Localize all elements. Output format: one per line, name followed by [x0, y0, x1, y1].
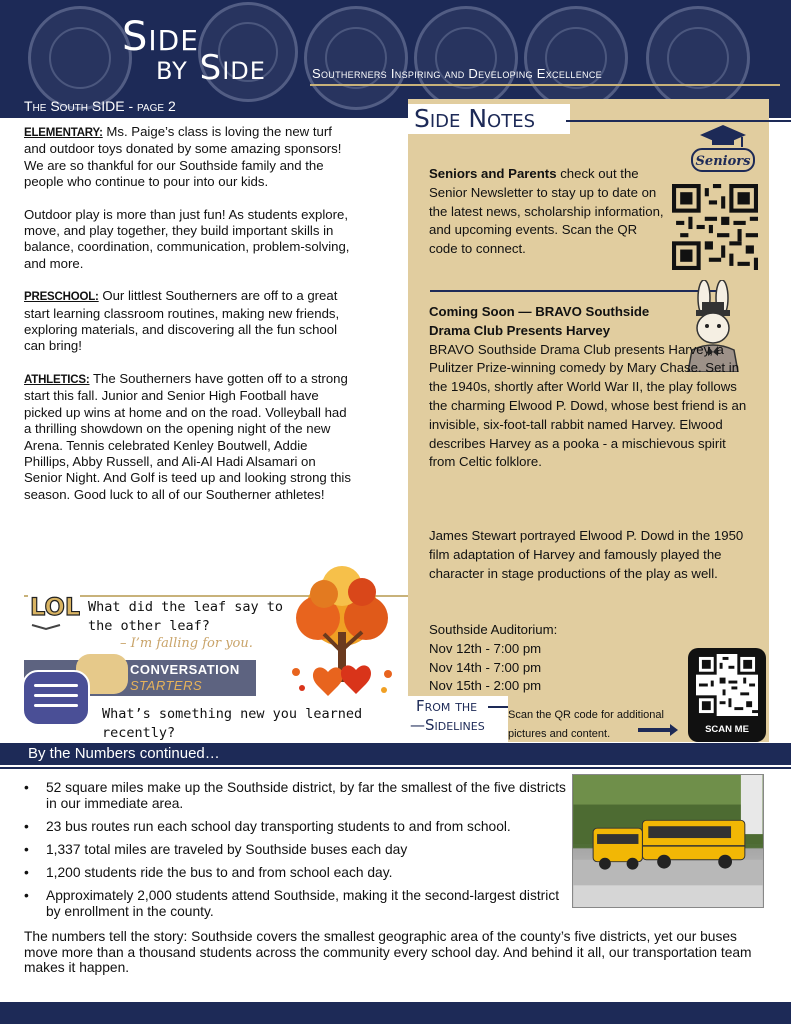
- scan-caption: Scan the QR code for additional pictures and content.: [508, 709, 664, 740]
- elementary-tag: ELEMENTARY:: [24, 127, 103, 139]
- showtimes: [429, 621, 679, 696]
- masthead-title-line2: by Side: [156, 48, 266, 88]
- chat-lines-icon: [34, 684, 78, 714]
- autumn-tree-icon: [272, 562, 412, 702]
- masthead-rule: [310, 84, 780, 86]
- athletics-tag: ATHLETICS:: [24, 373, 90, 386]
- graduation-cap-icon: [690, 123, 756, 175]
- harvey-text: BRAVO Southside Drama Club presents Harvey, a Pulitzer Prize-winning comedy by Mary Chase. Set in the 1940s, shortly after World War II, the play follows the charming Elwood P. Dowd, whose best friend is an invisible, six-foot-tall rabbit named Harvey. Elwood describes Harvey as a pooka - a mischievous spirit from Celtic folklore.: [429, 341, 747, 470]
- left-column: [24, 124, 352, 519]
- school-bus-photo: [572, 774, 764, 908]
- venue-label: Southside Auditorium:: [429, 622, 558, 637]
- sidelines-qr-code[interactable]: [696, 654, 758, 716]
- preschool-paragraph: [24, 288, 352, 355]
- list-item: • 52 square miles make up the Southside district, by far the smallest of the five districts in our immediate area.: [24, 780, 572, 812]
- lol-question: What did the leaf say to the other leaf?: [88, 599, 284, 634]
- from-the-label: From the: [416, 697, 478, 715]
- outdoor-paragraph: Outdoor play is more than just fun! As students explore, move, and play together, they build important skills in balance, coordination, communication, problem-solving, and more.: [24, 206, 350, 271]
- preschool-text: Our littlest Southerners are off to a great start learning classroom routines, making new friends, exploring materials, and discovering all the fun school can bring!: [24, 288, 340, 354]
- numbers-title: By the Numbers continued…: [28, 745, 220, 762]
- showtime-item: Nov 14th - 7:00 pm: [429, 659, 542, 675]
- seniors-note: [429, 165, 669, 259]
- lol-badge-text: LOL: [30, 593, 80, 621]
- list-item: • 1,200 students ride the bus to and from school each day.: [24, 865, 572, 881]
- school-seal-icon: [646, 6, 750, 110]
- athletics-text: The Southerners have gotten off to a strong start this fall. Junior and Senior High Football have picked up wins at home and on the road. Volleyball had a thrilling showdown on the opening night of the new Arena. Tennis celebrated Kenley Boutwell, Addie Phillips, Abby Russell, and Ali-Al Hadi Alsamari on Senior Night. And Golf is teed up and looking strong this season. Good luck to all of our Southerner athletes!: [24, 370, 351, 502]
- conversation-subtitle: STARTERS: [130, 678, 203, 693]
- side-notes-title: Side Notes: [414, 104, 536, 133]
- sidelines-label: —Sidelines: [410, 716, 485, 734]
- side-notes-divider: [430, 290, 720, 292]
- elementary-text: Ms. Paige’s class is loving the new turf and outdoor toys donated by some amazing sponsors! We are so thankful for our Southside family and the people who continue to pour into our kids.: [24, 124, 342, 190]
- list-item: • 23 bus routes run each school day transporting students to and from school.: [24, 819, 572, 835]
- seniors-lead: Seniors and Parents: [429, 166, 557, 181]
- numbers-summary: The numbers tell the story: Southside covers the smallest geographic area of the county’s five districts, yet our buses move more than a thousand students across the community every school day. And behind it all, our transportation team makes it happen.: [24, 929, 752, 976]
- school-seal-icon: [304, 6, 408, 110]
- page-label: The South SIDE - page 2: [24, 98, 176, 114]
- conversation-title: CONVERSATION: [130, 662, 240, 677]
- preschool-tag: PRESCHOOL:: [24, 291, 99, 304]
- lol-answer: – I’m falling for you.: [120, 636, 253, 651]
- showtime-item: Nov 15th - 2:00 pm: [429, 678, 542, 694]
- showtime-item: Nov 12th - 7:00 pm: [429, 640, 542, 656]
- list-item: • Approximately 2,000 students attend Southside, making it the second-largest district by enrollment in the county.: [24, 888, 572, 920]
- lol-badge-icon: [28, 585, 80, 633]
- list-item: • 1,337 total miles are traveled by Southside buses each day: [24, 842, 572, 858]
- senior-newsletter-qr-code[interactable]: [672, 184, 758, 270]
- stewart-note: James Stewart portrayed Elwood P. Dowd in the 1950 film adaptation of Harvey and famously played the character in stage productions of the play as well.: [429, 528, 744, 581]
- conversation-question: What’s something new you learned recently?: [102, 706, 363, 741]
- harvey-note: [429, 303, 754, 472]
- seniors-badge-text: Seniors: [695, 154, 751, 169]
- side-notes-rule: [566, 120, 791, 122]
- numbers-list: [24, 780, 572, 927]
- masthead-tagline: Southerners Inspiring and Developing Excellence: [312, 66, 602, 81]
- school-seal-icon: [414, 6, 518, 110]
- athletics-paragraph: [24, 371, 352, 503]
- scan-me-label: SCAN ME: [705, 724, 749, 735]
- arrow-right-icon: [638, 728, 672, 732]
- numbers-rule: [0, 767, 791, 769]
- sidelines-rule: [488, 706, 508, 708]
- seniors-text: check out the Senior Newsletter to stay up to date on the latest news, scholarship information, and upcoming events. Scan the QR code to connect.: [429, 166, 664, 257]
- harvey-heading: Coming Soon — BRAVO Southside Drama Club Presents Harvey: [429, 304, 650, 338]
- school-seal-icon: [524, 6, 628, 110]
- masthead-title-line1: Side: [122, 14, 199, 60]
- elementary-paragraph: [24, 124, 352, 191]
- footer-bar: [0, 1002, 791, 1024]
- school-seal-icon: [28, 6, 132, 110]
